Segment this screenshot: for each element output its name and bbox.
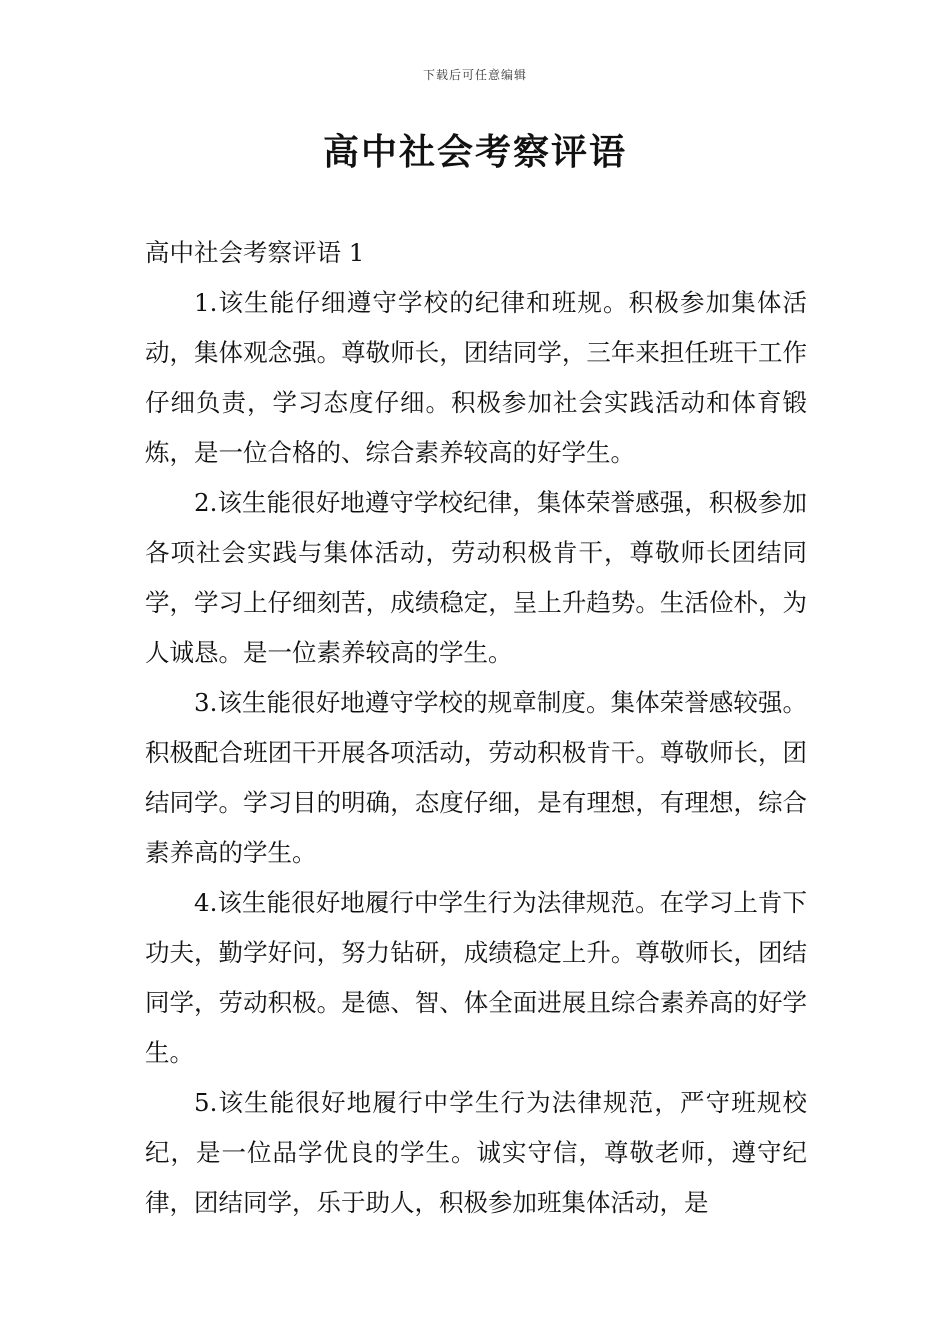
header-note: 下载后可任意编辑 [422, 68, 527, 82]
document-title: 高中社会考察评语 [322, 132, 627, 173]
document-body [145, 228, 807, 1228]
paragraph-4: 4.该生能很好地履行中学生行为法律规范。在学习上肯下功夫，勤学好问，努力钻研，成绩稳定上升。尊敬师长，团结同学，劳动积极。是德、智、体全面进展且综合素养高的好学生。 [145, 888, 807, 1067]
section-heading: 高中社会考察评语 1 [145, 238, 365, 267]
paragraph-2: 2.该生能很好地遵守学校纪律，集体荣誉感强，积极参加各项社会实践与集体活动，劳动积极肯干，尊敬师长团结同学，学习上仔细刻苦，成绩稳定，呈上升趋势。生活俭朴，为人诚恳。是一位素养较高的学生。 [145, 488, 807, 667]
paragraph-5: 5.该生能很好地履行中学生行为法律规范，严守班规校纪，是一位品学优良的学生。诚实守信，尊敬老师，遵守纪律，团结同学，乐于助人，积极参加班集体活动，是 [145, 1088, 807, 1217]
paragraph-3: 3.该生能很好地遵守学校的规章制度。集体荣誉感较强。积极配合班团干开展各项活动，劳动积极肯干。尊敬师长，团结同学。学习目的明确，态度仔细，是有理想，有理想，综合素养高的学生。 [145, 688, 807, 867]
paragraph-1: 1.该生能仔细遵守学校的纪律和班规。积极参加集体活动，集体观念强。尊敬师长，团结同学，三年来担任班干工作仔细负责，学习态度仔细。积极参加社会实践活动和体育锻炼，是一位合格的、综合素养较高的好学生。 [145, 288, 807, 467]
